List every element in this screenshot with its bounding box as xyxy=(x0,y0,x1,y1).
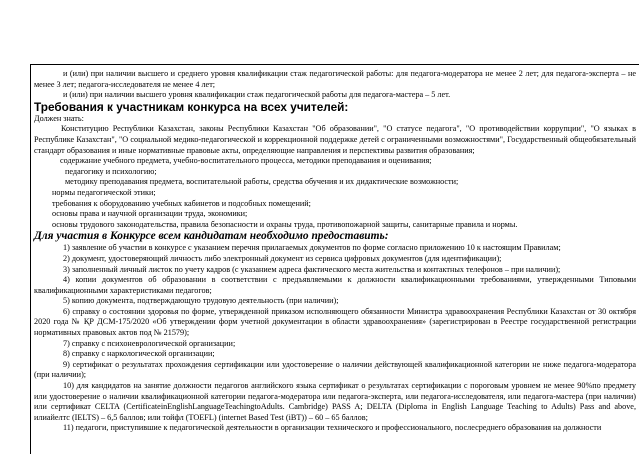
paragraph: Должен знать: xyxy=(34,113,84,123)
paragraph: 5) копию документа, подтверждающую трудовую деятельность (при наличии); xyxy=(63,296,339,306)
paragraph: 8) справку с наркологической организации; xyxy=(63,349,215,359)
paragraph: методику преподавания предмета, воспитательной работы, средства обучения и их дидактические возможности; xyxy=(65,177,459,187)
paragraph: нормы педагогической этики; xyxy=(52,187,156,197)
paragraph: 4) копии документов об образовании в соответствии с предъявляемыми к должности квалификационными требованиями, утвержденными Типовыми квалификационными характеристиками педагогов; xyxy=(34,275,636,295)
document-body xyxy=(31,65,636,434)
paragraph: Конституцию Республики Казахстан, законы Республики Казахстан "Об образовании", "О статусе педагога", "О противодействии коррупции", "О языках в Республике Казахстан", "О социальной медико-педагогической и коррекционной поддержке детей с ограниченными возможностями", Государственный общеобязательный стандарт образования и иные нормативные правовые акты, определяющие направления и перспективы развития образования; xyxy=(34,124,636,155)
paragraph: основы права и научной организации труда, экономики; xyxy=(52,209,248,219)
paragraph: 10) для кандидатов на занятие должности педагогов английского языка сертификат о результатах сертификации с пороговым уровнем не менее 90%по предмету или удостоверение о наличии квалификационной категории педагога-модератора или педагога-эксперта, или педагога-исследователя, или педагога-мастера (при наличии) или сертификат CELTA (CertificateinEnglishLanguageTeachingtoAdults. Cambridge) PASS A; DELTA (Diploma in English Language Teaching to Adults) Pass and above, илиайелтс (IELTS) – 6,5 баллов; или тойфл (TOEFL) (internet Based Test (iBT)) – 60 – 65 баллов; xyxy=(34,381,636,422)
paragraph: 11) педагоги, приступившие к педагогической деятельности в организации технического и профессионального, послесреднего образования на должности xyxy=(63,423,602,433)
paragraph: и (или) при наличии высшего уровня квалификации стаж педагогической работы для педагога-мастера – 5 лет. xyxy=(63,90,451,100)
paragraph: и (или) при наличии высшего и среднего уровня квалификации стаж педагогической работы: для педагога-модератора не менее 2 лет; для педагога-эксперта – не менее 3 лет; педагога-исследователя не менее 4 лет; xyxy=(34,69,636,89)
section-heading: Требования к участникам конкурса на всех учителей: xyxy=(34,99,349,114)
paragraph: педагогику и психологию; xyxy=(65,166,157,176)
paragraph: основы трудового законодательства, правила безопасности и охраны труда, противопожарной защиты, санитарные правила и нормы. xyxy=(52,219,518,229)
paragraph: 6) справку о состоянии здоровья по форме, утвержденной приказом исполняющего обязанности Министра здравоохранения Республики Казахстан от 30 октября 2020 года № ҚР ДСМ-175/2020 «Об утверждении форм учетной документации в области здравоохранения» (зарегистрирован в Реестре государственной регистрации нормативных правовых актов под № 21579); xyxy=(34,306,636,338)
section-heading: Для участия в Конкурсе всем кандидатам необходимо предоставить: xyxy=(34,230,389,243)
paragraph: 2) документ, удостоверяющий личность либо электронный документ из сервиса цифровых документов (для идентификации); xyxy=(63,253,502,263)
document-frame xyxy=(30,64,639,454)
paragraph: 1) заявление об участии в конкурсе с указанием перечня прилагаемых документов по форме согласно приложению 10 к настоящим Правилам; xyxy=(63,243,561,253)
paragraph: 9) сертификат о результатах прохождения сертификации или удостоверение о наличии действующей квалификационной категории не ниже педагога-модератора (при наличии); xyxy=(34,359,636,380)
paragraph: 3) заполненный личный листок по учету кадров (с указанием адреса фактического места жительства и контактных телефонов – при наличии); xyxy=(63,264,561,274)
paragraph: требования к оборудованию учебных кабинетов и подсобных помещений; xyxy=(52,198,311,208)
paragraph: содержание учебного предмета, учебно-воспитательного процесса, методики преподавания и оценивания; xyxy=(60,156,432,166)
paragraph: 7) справку с психоневрологической организации; xyxy=(63,338,236,348)
